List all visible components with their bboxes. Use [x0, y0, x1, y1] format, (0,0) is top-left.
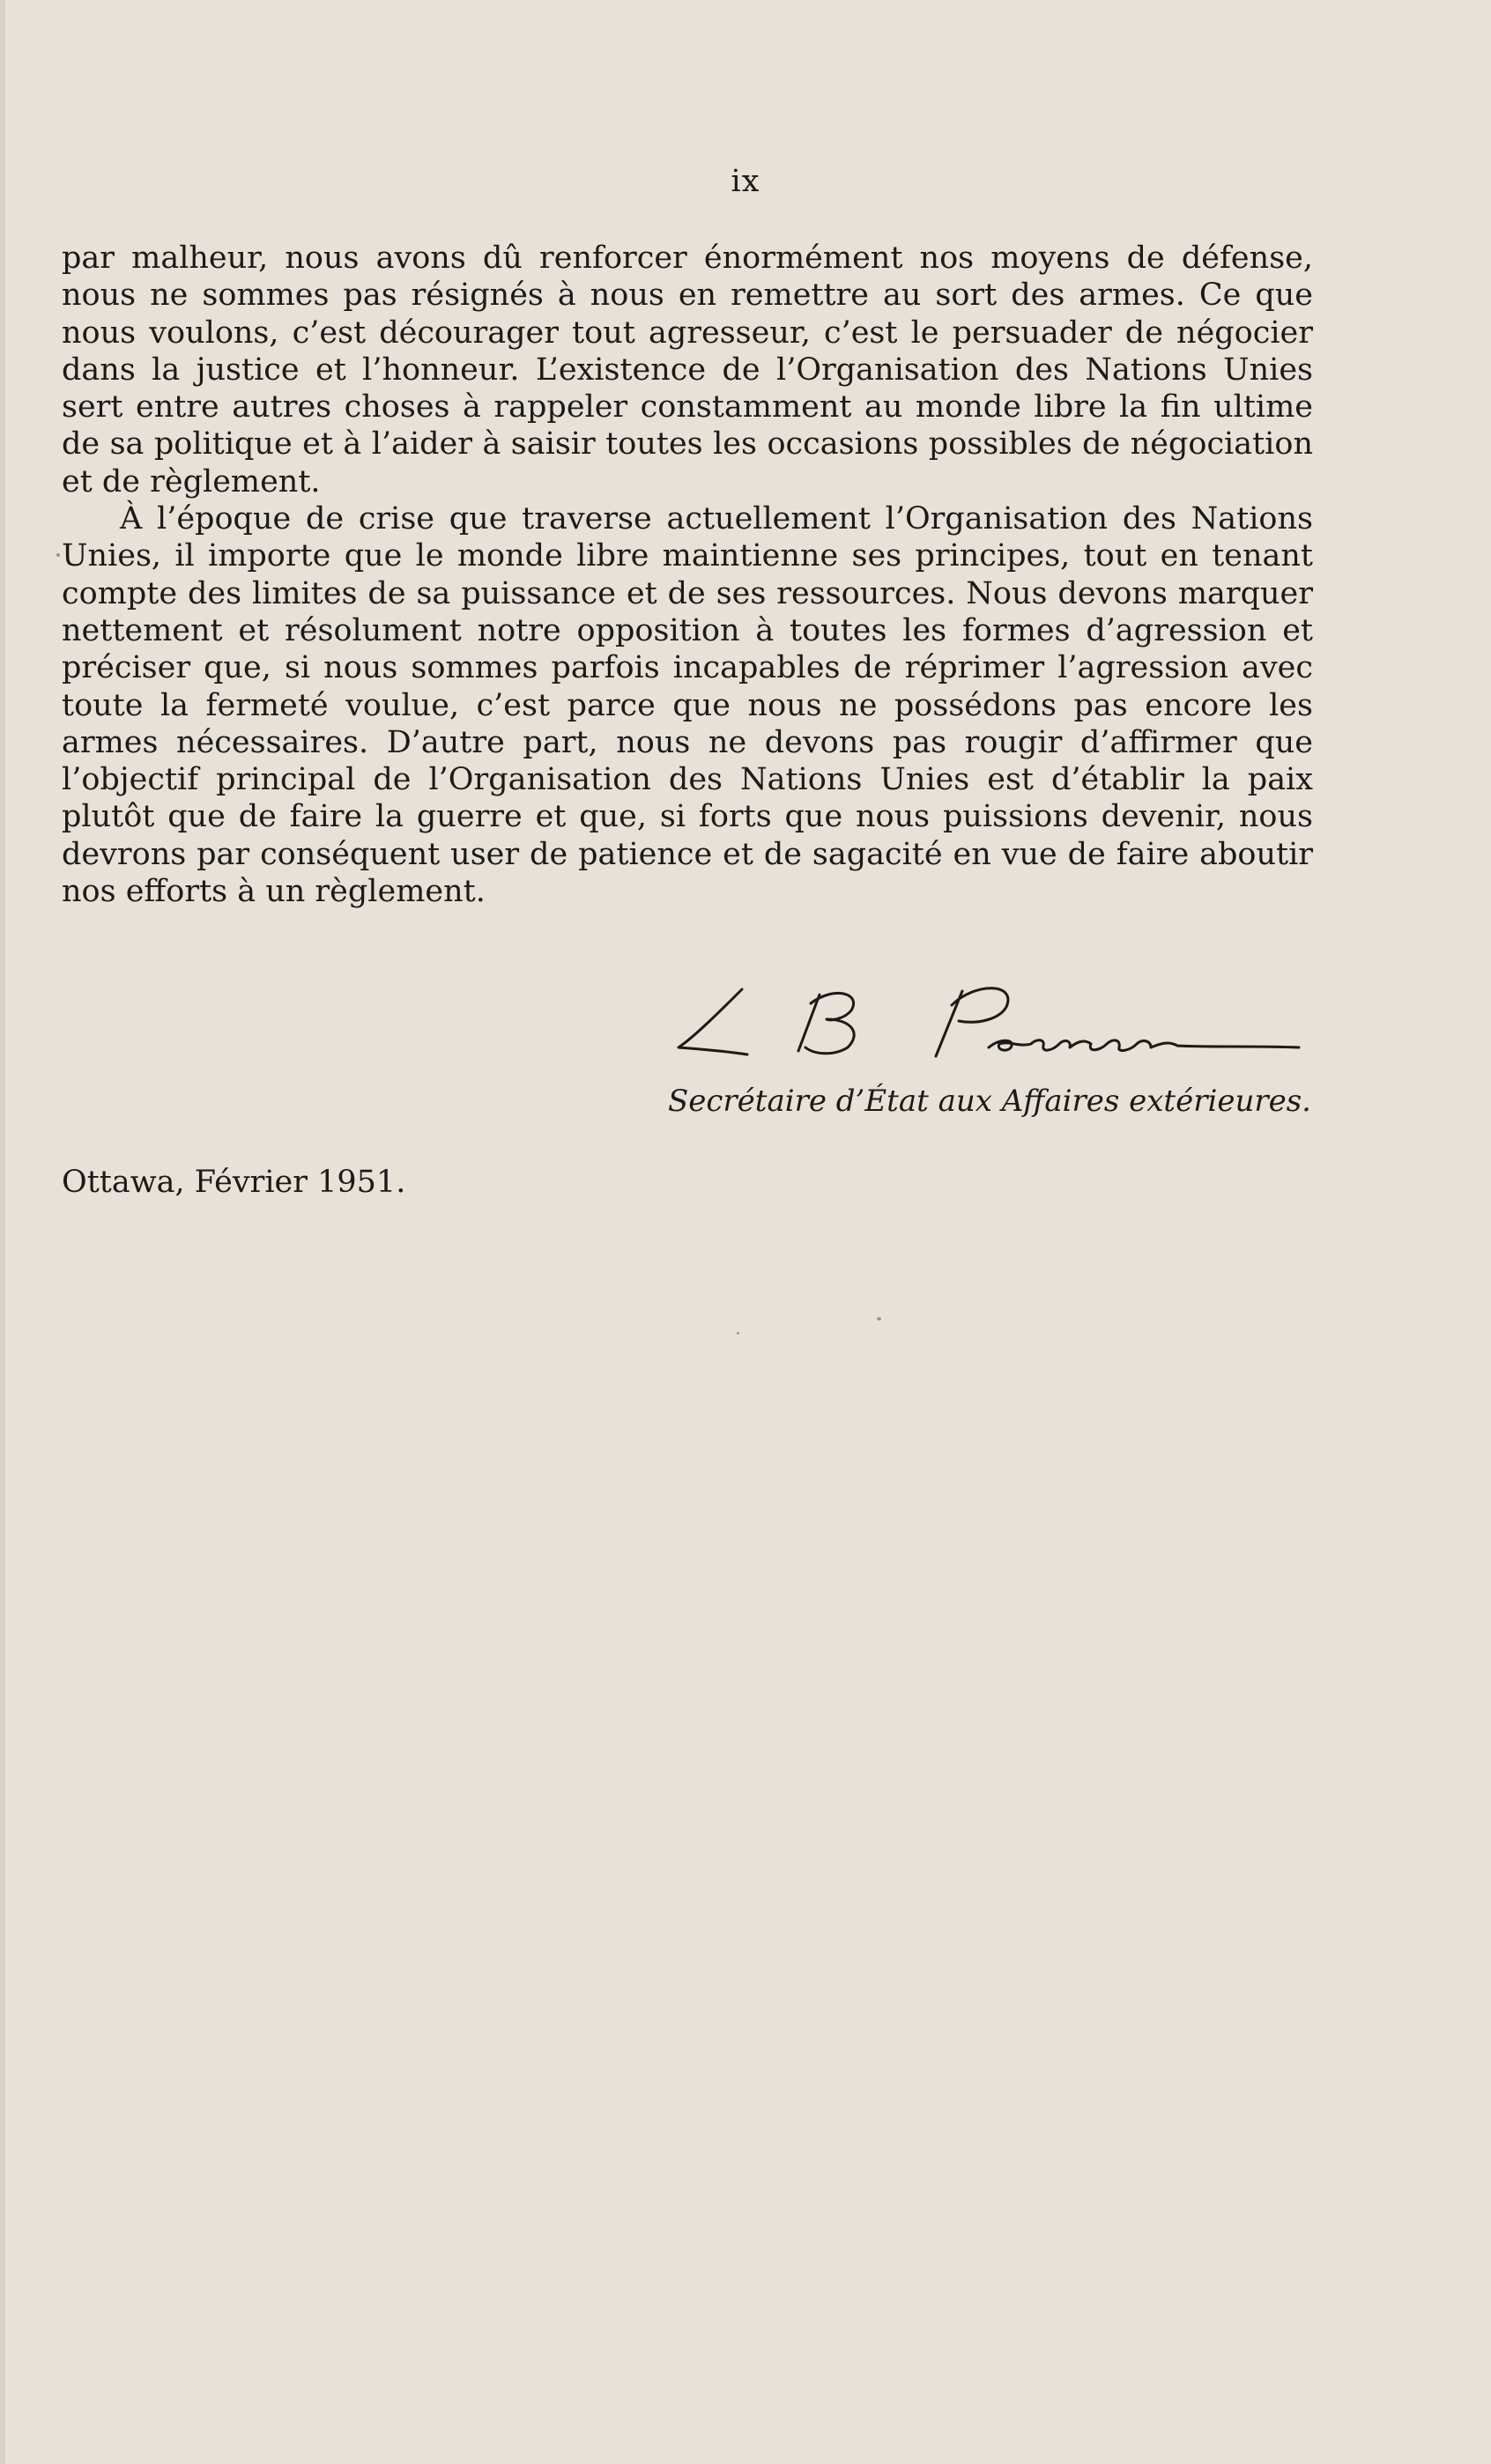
signatory-title: Secrétaire d’État aux Affaires extérieures. — [667, 1084, 1311, 1119]
handwritten-signature — [643, 956, 1331, 1075]
page-edge — [0, 0, 5, 2464]
page-number: ix — [731, 164, 760, 199]
paragraph-1: par malheur, nous avons dû renforcer énormément nos moyens de défense, nous ne sommes pas résignés à nous en remettre au sort des armes. Ce que nous voulons, c’est décourager tout agresseur, c’est le persuader de négocier dans la justice et l’honneur. L’existence de l’Organisation des Nations Unies sert entre autres choses à rappeler constamment au monde libre la fin ultime de sa politique et à l’aider à saisir toutes les occasions possibles de négociation et de règlement. — [62, 240, 1313, 499]
place-date: Ottawa, Février 1951. — [62, 1165, 406, 1200]
paper-speck — [877, 1317, 881, 1321]
paragraph-2: À l’époque de crise que traverse actuellement l’Organisation des Nations Unies, il importe que le monde libre maintienne ses principes, tout en tenant compte des limites de sa puissance et de ses ressources. Nous devons marquer nettement et résolument notre opposition à toutes les formes d’agression et préciser que, si nous sommes parfois incapables de réprimer l’agression avec toute la fermeté voulue, c’est parce que nous ne possédons pas encore les armes nécessaires. D’autre part, nous ne devons pas rougir d’affirmer que l’objectif principal de l’Organisation des Nations Unies est d’établir la paix plutôt que de faire la guerre et que, si forts que nous puissions devenir, nous devrons par conséquent user de patience et de sagacité en vue de faire aboutir nos efforts à un règlement. — [62, 501, 1313, 910]
paper-speck — [737, 1332, 739, 1335]
paper-speck — [56, 553, 60, 557]
body-text — [62, 240, 1313, 910]
